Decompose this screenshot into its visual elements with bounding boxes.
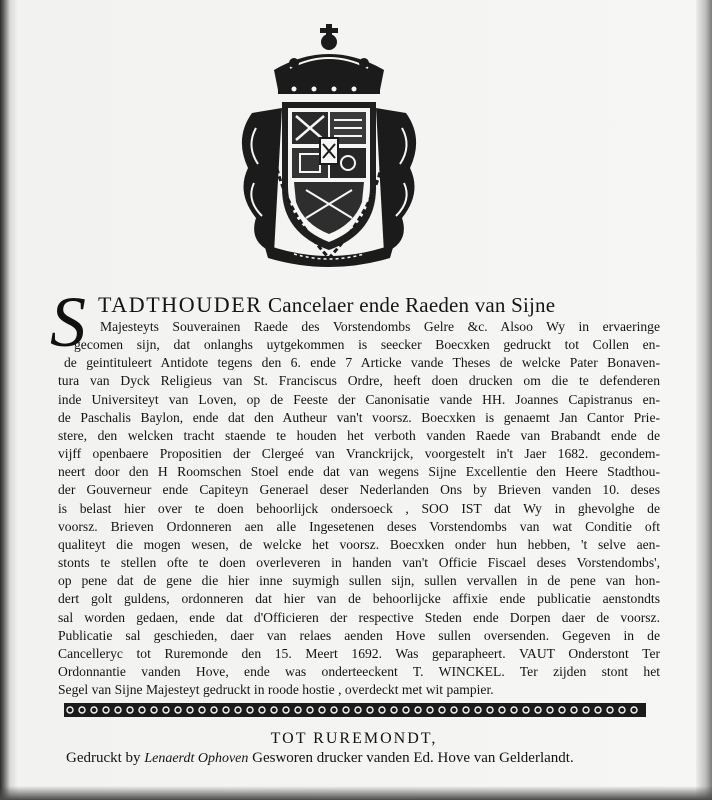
printer-name: Lenaerdt Ophoven bbox=[144, 751, 249, 766]
imprint-suffix: Gesworen drucker vanden Ed. Hove van Gelderlandt. bbox=[248, 750, 574, 766]
body-line: neert door den H Roomschen Stoel ende dat van wegens Sijne Excellentie den Heere Stadthou- bbox=[58, 464, 660, 480]
body-line: Majesteyts Souverainen Raede des Vorstendombs Gelre &c. Alsoo Wy in ervaeringe bbox=[100, 319, 660, 334]
dropcap-letter: S bbox=[50, 282, 86, 362]
document-heading bbox=[98, 292, 658, 318]
body-line: qualiteyt die mogen wesen, de welcke het voorsz. Boecxken onder hun hebben, 't selve aen- bbox=[58, 536, 660, 552]
body-line: sal worden gedaen, ende dat d'Officieren der respective Steden ende Dorpen daer de voorsz. bbox=[58, 609, 660, 625]
body-line: der Gouverneur ende Capiteyn Generael deser Nederlanden Ons by Brieven vanden 10. deses bbox=[58, 482, 660, 498]
heading-caps: TADTHOUDER bbox=[98, 292, 263, 317]
heading-rest: Cancelaer ende Raeden van Sijne bbox=[262, 293, 556, 317]
body-line: op pene dat de gene die hier inne suymigh sullen sijn, sullen vervallen in de pene van hon- bbox=[58, 573, 660, 589]
placard-sheet bbox=[24, 0, 684, 792]
imprint-prefix: Gedruckt by bbox=[66, 750, 145, 766]
scan-edge-bottom bbox=[0, 786, 712, 800]
body-line: stonts te stellen ofte te doen overleveren in handen van't Officie Fiscael deses Vorstendombs', bbox=[58, 555, 660, 571]
ordinance-body bbox=[58, 318, 660, 699]
scan-edge-right bbox=[696, 0, 712, 800]
body-line: de geintituleert Antidote tegens den 6. ende 7 Articke vande Theses de welcke Pater Bonaven- bbox=[64, 355, 660, 371]
place-of-printing: TOT RUREMONDT, bbox=[270, 730, 438, 747]
body-line: tura van Dyck Religieus van St. Franciscus Ordre, heeft doen drucken om die te defenderen bbox=[58, 373, 660, 389]
body-line: Ordonnantie vanden Hove, ende was onderteeckent T. WINCKEL. Ter zijden stont het bbox=[58, 663, 660, 679]
ornament-border bbox=[64, 703, 646, 717]
coat-of-arms-icon bbox=[234, 18, 424, 268]
body-line: de Paschalis Baylon, ende dat den Autheur van't voorsz. Boecxken is genaemt Jan Cantor Prie- bbox=[58, 409, 660, 425]
body-line: vijff openbaere Propositien der Clergeé van Vranckrijck, voorgestelt in't Jaer 1682. gecondem- bbox=[58, 446, 660, 462]
body-line: Segel van Sijne Majesteyt gedruckt in roode hostie , overdeckt met wit pampier. bbox=[58, 682, 494, 698]
body-line: voorsz. Brieven Ordonneren aen alle Ingesetenen deses Vorstendombs van wat Conditie oft bbox=[58, 518, 660, 534]
body-line: inde Universiteyt van Loven, op de Feeste der Canonisatie vande HH. Joannes Capistranus en- bbox=[58, 391, 660, 407]
printer-imprint bbox=[66, 750, 666, 767]
body-line: is belast hier over te doen behoorlijck ondersoeck , SOO IST dat Wy in ghevolghe de bbox=[58, 500, 660, 516]
body-line: Publicatie sal geschieden, daer van relaes aenden Hove sullen oversenden. Gegeven in de bbox=[58, 627, 660, 643]
body-line: Cancelleryc tot Ruremonde den 15. Meert 1692. Was geparapheert. VAUT Onderstont Ter bbox=[58, 645, 660, 661]
body-line: dert golt guldens, ordonneren dat hier van de behoorlijcke affixie ende publicatie aenstondts bbox=[58, 591, 660, 607]
body-line: stere, den welcken tracht staende te houden het verboth vanden Raede van Brabandt ende de bbox=[58, 427, 660, 443]
body-line: gecomen sijn, dat onlanghs uytgekommen is seecker Boecxken gedruckt tot Collen en- bbox=[74, 337, 660, 353]
